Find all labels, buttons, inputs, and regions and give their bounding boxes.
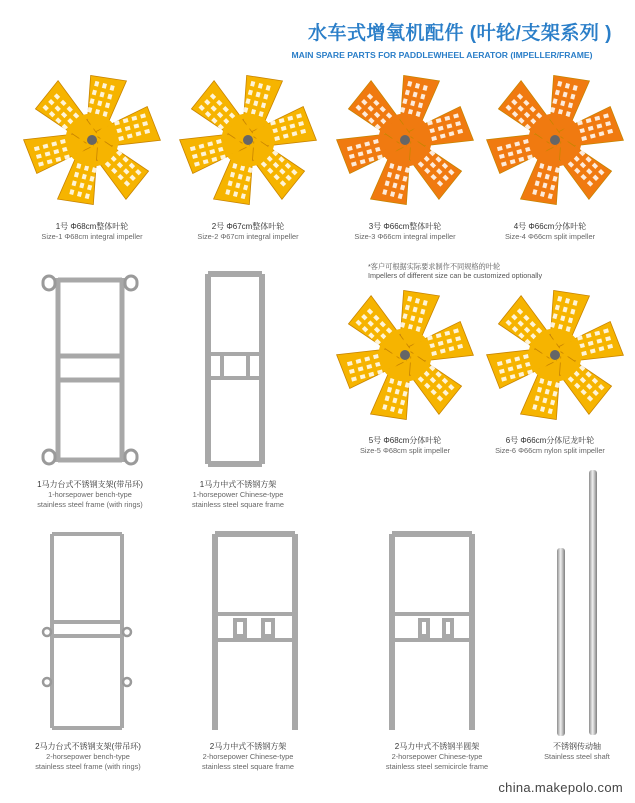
shaft-caption-cn: 不锈钢传动轴 bbox=[553, 742, 601, 751]
impeller-2-caption-en: Size-2 Φ67cm integral impeller bbox=[197, 232, 299, 241]
shaft-short bbox=[556, 548, 566, 736]
frame-4-caption-en2: stainless steel square frame bbox=[201, 762, 294, 771]
frame-1-caption-en2: stainless steel frame (with rings) bbox=[37, 500, 143, 509]
impeller-3-image bbox=[335, 70, 475, 210]
frame-5-caption-en1: 2-horsepower Chinese-type bbox=[391, 752, 483, 761]
impeller-1-caption-cn: 1号 Φ68cm整体叶轮 bbox=[55, 222, 129, 231]
impeller-5-caption-en: Size-5 Φ68cm split impeller bbox=[359, 446, 451, 455]
frame-2-caption-cn: 1马力中式不锈钢方架 bbox=[199, 480, 277, 489]
watermark: china.makepolo.com bbox=[498, 780, 623, 795]
impeller-1 bbox=[22, 70, 162, 210]
frame-3 bbox=[42, 530, 132, 732]
frame-3-caption bbox=[8, 742, 168, 772]
frame-5-caption-cn: 2马力中式不锈钢半圆架 bbox=[394, 742, 480, 751]
frame-5 bbox=[382, 530, 482, 734]
frame-4-caption bbox=[168, 742, 328, 772]
impeller-1-image bbox=[22, 70, 162, 210]
note-en: Impellers of different size can be customized optionally bbox=[368, 271, 543, 280]
impeller-6-caption-en: Size-6 Φ66cm nylon split impeller bbox=[495, 446, 605, 455]
frame-3-caption-en2: stainless steel frame (with rings) bbox=[35, 762, 141, 771]
impeller-4-caption bbox=[470, 222, 630, 242]
frame-2-caption-en2: stainless steel square frame bbox=[191, 500, 284, 509]
frame-4-image bbox=[205, 530, 305, 734]
impeller-2-caption bbox=[168, 222, 328, 242]
frame-2-caption bbox=[158, 480, 318, 510]
frame-1-caption-en1: 1-horsepower bench-type bbox=[48, 490, 132, 499]
impeller-6-image bbox=[485, 285, 625, 425]
frame-4-caption-cn: 2马力中式不锈钢方架 bbox=[209, 742, 287, 751]
frame-2-image bbox=[200, 270, 270, 468]
frame-3-image bbox=[42, 530, 132, 732]
frame-2 bbox=[200, 270, 270, 468]
impeller-1-caption bbox=[12, 222, 172, 242]
impeller-4-image bbox=[485, 70, 625, 210]
impeller-3-caption-en: Size-3 Φ66cm integral impeller bbox=[354, 232, 456, 241]
shaft-long bbox=[588, 470, 598, 735]
impeller-4-caption-en: Size-4 Φ66cm split impeller bbox=[504, 232, 596, 241]
frame-4 bbox=[205, 530, 305, 734]
impeller-1-caption-en: Size-1 Φ68cm integral impeller bbox=[41, 232, 143, 241]
impeller-6-caption-cn: 6号 Φ66cm分体尼龙叶轮 bbox=[505, 436, 595, 445]
customization-note bbox=[368, 262, 588, 280]
frame-4-caption-en1: 2-horsepower Chinese-type bbox=[202, 752, 294, 761]
shaft-short-image bbox=[556, 548, 566, 736]
frame-1 bbox=[40, 270, 140, 470]
impeller-5 bbox=[335, 285, 475, 425]
impeller-4 bbox=[485, 70, 625, 210]
frame-5-caption-en2: stainless steel semicircle frame bbox=[385, 762, 489, 771]
impeller-5-caption-cn: 5号 Φ68cm分体叶轮 bbox=[368, 436, 442, 445]
impeller-4-caption-cn: 4号 Φ66cm分体叶轮 bbox=[513, 222, 587, 231]
impeller-6-caption bbox=[468, 436, 632, 456]
page-title: 水车式增氧机配件 (叶轮/支架系列 ) bbox=[308, 23, 612, 44]
frame-1-caption-cn: 1马力台式不锈钢支架(带吊环) bbox=[37, 480, 143, 489]
shaft-caption-en: Stainless steel shaft bbox=[544, 752, 610, 761]
note-cn: *客户可根据实际要求制作不同规格的叶轮 bbox=[368, 262, 501, 271]
shaft-long-image bbox=[588, 470, 598, 735]
impeller-2 bbox=[178, 70, 318, 210]
impeller-5-image bbox=[335, 285, 475, 425]
impeller-2-image bbox=[178, 70, 318, 210]
impeller-3-caption bbox=[325, 222, 485, 242]
frame-3-caption-en1: 2-horsepower bench-type bbox=[46, 752, 130, 761]
impeller-2-caption-cn: 2号 Φ67cm整体叶轮 bbox=[211, 222, 285, 231]
shaft-caption bbox=[522, 742, 632, 762]
impeller-6 bbox=[485, 285, 625, 425]
frame-2-caption-en1: 1-horsepower Chinese-type bbox=[192, 490, 284, 499]
impeller-3-caption-cn: 3号 Φ66cm整体叶轮 bbox=[368, 222, 442, 231]
impeller-5-caption bbox=[325, 436, 485, 456]
page-subtitle: MAIN SPARE PARTS FOR PADDLEWHEEL AERATOR (IMPELLER/FRAME) bbox=[291, 50, 593, 60]
frame-5-caption bbox=[352, 742, 522, 772]
frame-1-image bbox=[40, 270, 140, 470]
frame-1-caption bbox=[10, 480, 170, 510]
frame-3-caption-cn: 2马力台式不锈钢支架(带吊环) bbox=[35, 742, 141, 751]
frame-5-image bbox=[382, 530, 482, 734]
impeller-3 bbox=[335, 70, 475, 210]
